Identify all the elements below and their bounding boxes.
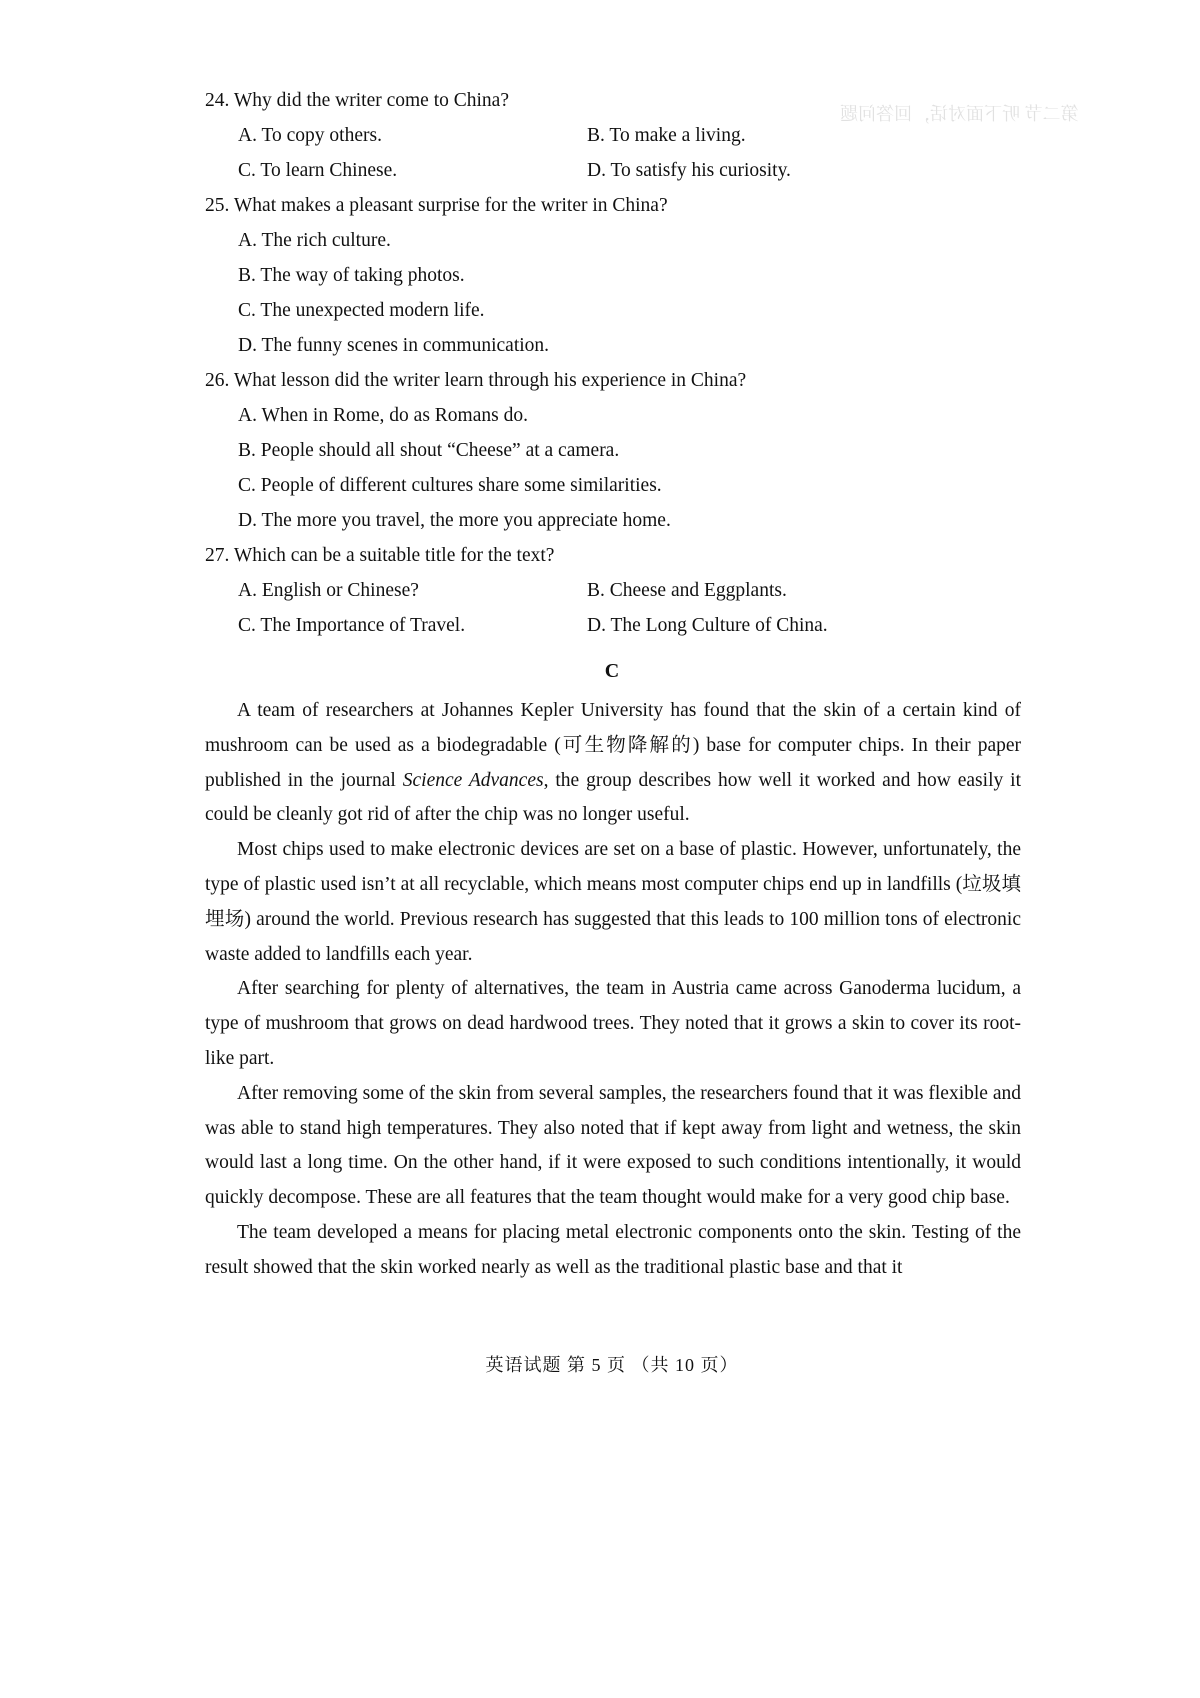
question-26-option-d: D. The more you travel, the more you appreciate home. (238, 510, 671, 531)
passage-paragraph-1 (205, 694, 1021, 833)
passage-paragraph-5: The team developed a means for placing metal electronic components onto the skin. Testing of the result showed that the skin worked nearly as well as the traditional plastic base and that it (205, 1221, 1021, 1278)
passage-paragraph-2: Most chips used to make electronic devices are set on a base of plastic. However, unfortunately, the type of plastic used isn’t at all recyclable, which means most computer chips end up in landfills (垃圾填埋场) around the world. Previous research has suggested that this leads to 100 million tons of electronic waste added to landfills each year. (205, 839, 1021, 965)
page-footer: 英语试题 第 5 页 （共 10 页） (485, 1355, 739, 1375)
question-27-option-d: D. The Long Culture of China. (587, 615, 828, 636)
question-25-option-d: D. The funny scenes in communication. (238, 335, 550, 356)
question-27-option-a: A. English or Chinese? (238, 580, 419, 601)
question-24-option-b: B. To make a living. (587, 125, 746, 146)
question-27-option-b: B. Cheese and Eggplants. (587, 580, 787, 601)
question-26-option-b: B. People should all shout “Cheese” at a camera. (238, 440, 620, 461)
paragraph-1-text-b: , the group describes how well it worked and how easily it could be cleanly got rid of after the chip was no longer useful. (205, 769, 1021, 826)
question-26-option-a: A. When in Rome, do as Romans do. (238, 405, 528, 426)
paragraph-1-text-a: A team of researchers at Johannes Kepler University has found that the skin of a certain kind of mushroom can be used as a biodegradable (可生物降解的) base for computer chips. In their paper published in the journal (205, 700, 1021, 791)
section-c-heading: C (604, 660, 620, 682)
question-25-stem: 25. What makes a pleasant surprise for the writer in China? (205, 195, 668, 216)
question-25-option-c: C. The unexpected modern life. (238, 300, 485, 321)
question-24-stem: 24. Why did the writer come to China? (205, 90, 509, 111)
question-27-stem: 27. Which can be a suitable title for the text? (205, 545, 555, 566)
show-through-text: 第二节 听下面对话，回答问题 (840, 104, 1079, 124)
question-24-option-d: D. To satisfy his curiosity. (587, 160, 791, 181)
question-26-option-c: C. People of different cultures share some similarities. (238, 475, 662, 496)
question-27-option-c: C. The Importance of Travel. (238, 615, 466, 636)
question-25-option-a: A. The rich culture. (238, 230, 391, 251)
passage-paragraph-4: After removing some of the skin from several samples, the researchers found that it was flexible and was able to stand high temperatures. They also noted that if kept away from light and wetness, the skin would last a long time. On the other hand, if it were exposed to such conditions intentionally, it would quickly decompose. These are all features that the team thought would make for a very good chip base. (205, 1082, 1021, 1209)
journal-name: Science Advances (402, 769, 544, 791)
question-24-option-c: C. To learn Chinese. (238, 160, 398, 181)
question-26-stem: 26. What lesson did the writer learn through his experience in China? (205, 370, 747, 391)
question-24-option-a: A. To copy others. (238, 125, 382, 146)
passage-c (205, 694, 1021, 1286)
passage-paragraph-3: After searching for plenty of alternatives, the team in Austria came across Ganoderma lucidum, a type of mushroom that grows on dead hardwood trees. They noted that it grows a skin to cover its root-like part. (205, 978, 1021, 1069)
question-25-option-b: B. The way of taking photos. (238, 265, 465, 286)
